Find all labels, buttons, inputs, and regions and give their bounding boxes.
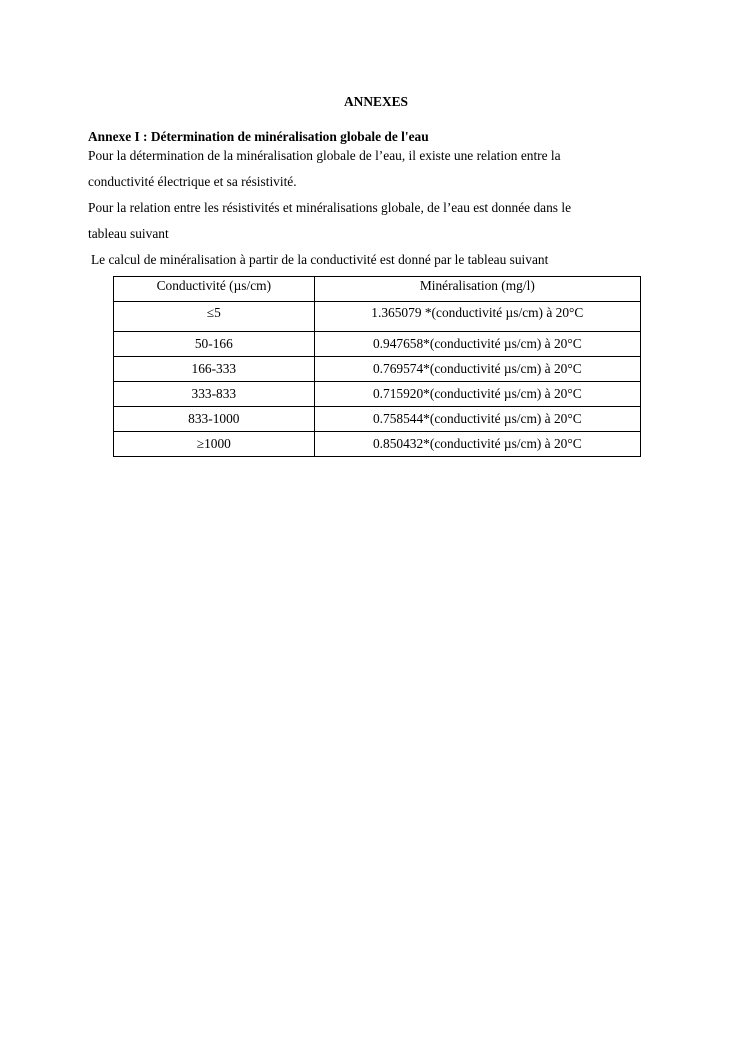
- mineralisation-table: [113, 276, 641, 457]
- paragraph-line: tableau suivant: [88, 226, 169, 241]
- paragraph-line: conductivité électrique et sa résistivité.: [88, 174, 297, 189]
- annex-heading: Annexe I : Détermination de minéralisation globale de l'eau: [88, 129, 429, 144]
- paragraph-line: Le calcul de minéralisation à partir de la conductivité est donné par le tableau suivant: [91, 252, 549, 267]
- table-row: [114, 332, 641, 357]
- conductivity-cell: ≥1000: [114, 432, 315, 457]
- header-mineralisation: Minéralisation (mg/l): [314, 277, 640, 302]
- table-row: [114, 357, 641, 382]
- conductivity-cell: 833-1000: [114, 407, 315, 432]
- mineralisation-cell: 0.947658*(conductivité µs/cm) à 20°C: [314, 332, 640, 357]
- mineralisation-cell: 0.715920*(conductivité µs/cm) à 20°C: [314, 382, 640, 407]
- page-title: ANNEXES: [344, 94, 408, 109]
- header-conductivity: Conductivité (µs/cm): [114, 277, 315, 302]
- paragraph-line: Pour la détermination de la minéralisation globale de l’eau, il existe une relation entre la: [88, 148, 561, 163]
- mineralisation-cell: 1.365079 *(conductivité µs/cm) à 20°C: [314, 302, 640, 332]
- conductivity-cell: 333-833: [114, 382, 315, 407]
- conductivity-cell: 166-333: [114, 357, 315, 382]
- mineralisation-cell: 0.769574*(conductivité µs/cm) à 20°C: [314, 357, 640, 382]
- table-row: [114, 302, 641, 332]
- conductivity-cell: 50-166: [114, 332, 315, 357]
- mineralisation-cell: 0.758544*(conductivité µs/cm) à 20°C: [314, 407, 640, 432]
- table-row: [114, 407, 641, 432]
- mineralisation-cell: 0.850432*(conductivité µs/cm) à 20°C: [314, 432, 640, 457]
- conductivity-cell: ≤5: [114, 302, 315, 332]
- paragraph-line: Pour la relation entre les résistivités et minéralisations globale, de l’eau est donnée dans le: [88, 200, 572, 215]
- table-row: [114, 382, 641, 407]
- table-row: [114, 432, 641, 457]
- table-header-row: [114, 277, 641, 302]
